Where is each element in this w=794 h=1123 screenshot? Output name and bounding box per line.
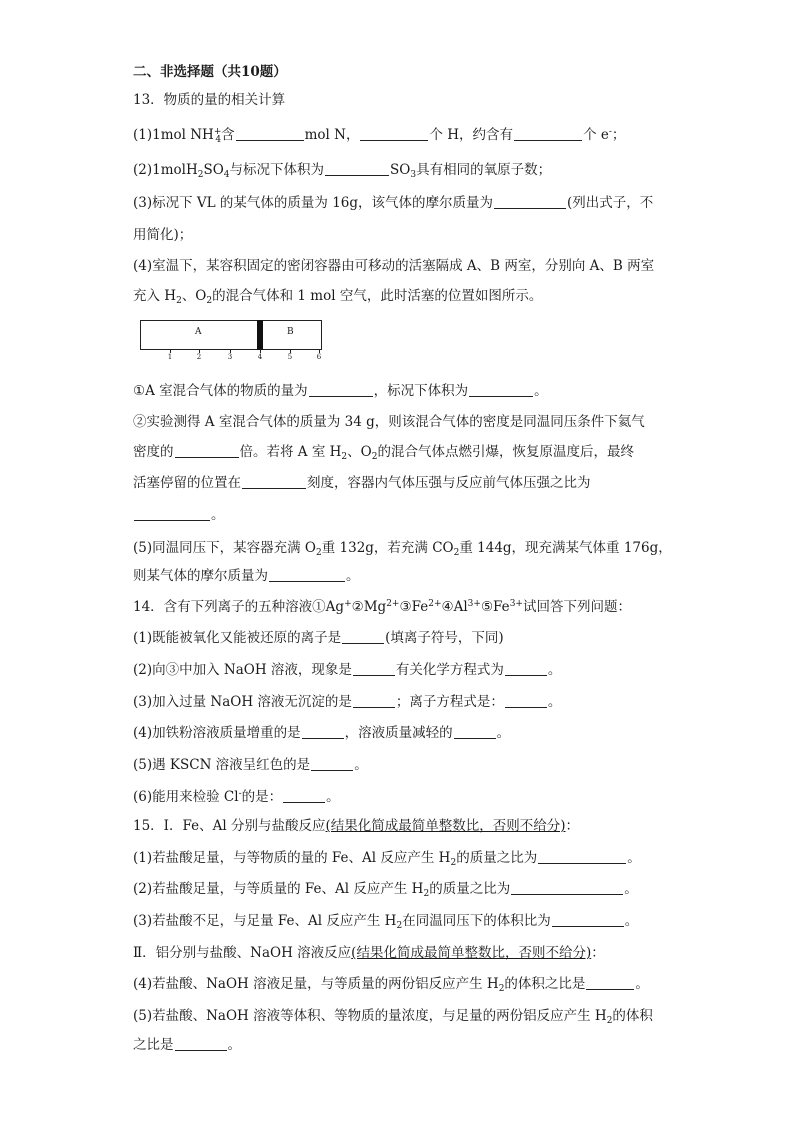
text: ： (591, 945, 605, 961)
q13-part2 (133, 160, 551, 180)
text: (填离子符号，下同) (385, 630, 504, 646)
text: 、O (181, 288, 207, 304)
text: 、O (347, 444, 372, 460)
text: (结果化简成最简单整数比，否则不给分) (351, 945, 592, 961)
sub: 2 (371, 452, 378, 462)
answer-blank[interactable] (302, 724, 344, 739)
text: (2)1molH (133, 162, 198, 178)
q13-part3-line2: 用简化)； (133, 227, 193, 243)
answer-blank[interactable] (353, 661, 395, 676)
text: (3)加入过量 NaOH 溶液无沉淀的是 (133, 694, 352, 710)
text: 充入 H (133, 288, 177, 304)
sup: + (213, 127, 222, 137)
text: 的体积 (612, 1008, 653, 1024)
text: (2)向③中加入 NaOH 溶液，现象是 (133, 662, 352, 678)
text: 有关化学方程式为 (395, 662, 504, 678)
q15-part2 (133, 879, 638, 899)
text: (4)加铁粉溶液质量增重的是 (133, 725, 301, 741)
sup: 3+ (509, 599, 523, 609)
answer-blank[interactable] (360, 126, 428, 141)
text: ，标况下体积为 (373, 383, 469, 399)
answer-blank[interactable] (538, 849, 626, 864)
answer-blank[interactable] (134, 506, 210, 521)
q15-part5-line1 (133, 1006, 653, 1026)
text: 。 (227, 1037, 241, 1053)
answer-blank[interactable] (505, 661, 547, 676)
q13-part1 (133, 125, 625, 145)
text: 的质量之比为 (429, 881, 511, 897)
sub: 2 (423, 889, 430, 899)
text: 。 (624, 881, 638, 897)
scale-label: 3 (227, 353, 233, 361)
text: (1)既能被氧化又能被还原的离子是 (133, 630, 342, 646)
text: SO (390, 162, 411, 178)
q14-part4 (133, 723, 510, 743)
q13-title: 13．物质的量的相关计算 (133, 92, 286, 108)
answer-blank[interactable] (283, 788, 325, 803)
q15-part4 (133, 974, 649, 994)
q13-sub2-line2 (133, 442, 634, 462)
q14-part5 (133, 755, 368, 775)
text: ： (565, 818, 580, 834)
sub: 2 (453, 548, 460, 558)
q15-part1 (133, 848, 641, 868)
text: 。 (326, 789, 340, 805)
text: ③Fe (399, 599, 429, 615)
answer-blank[interactable] (514, 126, 582, 141)
q14-part1 (133, 628, 504, 648)
text: 。 (547, 694, 562, 710)
sub: 2 (341, 452, 348, 462)
text: 。 (534, 383, 548, 399)
text: 具有相同的氧原子数； (416, 162, 552, 178)
text: (5)同温同压下，某容器充满 O (133, 540, 316, 556)
text: ； (611, 127, 626, 143)
answer-blank[interactable] (511, 880, 623, 895)
text: (3)标况下 VL 的某气体的质量为 16g，该气体的摩尔质量为 (133, 195, 494, 211)
answer-blank[interactable] (242, 474, 306, 489)
text: 的体积之比是 (504, 976, 586, 992)
sub: 2 (606, 1016, 613, 1026)
chamber-b-label: B (287, 327, 294, 337)
q14-part3 (133, 692, 561, 712)
text: (1)若盐酸足量，与等物质的量的 Fe、Al 反应产生 H (133, 850, 451, 866)
q14-part2 (133, 660, 561, 680)
q13-sub2-line3 (133, 473, 591, 493)
text: 15．Ⅰ．Fe、Al 分别与盐酸反应 (133, 818, 326, 834)
answer-blank[interactable] (469, 382, 533, 397)
section-title: 二、非选择题（共10题） (133, 64, 287, 80)
text: (1)1mol NH (133, 127, 214, 143)
text: 。 (627, 850, 641, 866)
text: 。 (346, 568, 360, 584)
sub: 2 (197, 170, 204, 180)
text: ；离子方程式是： (395, 694, 504, 710)
text: (3)若盐酸不足，与足量 Fe、Al 反应产生 H (133, 913, 397, 929)
sub: 2 (396, 921, 403, 931)
text: (6)能用来检验 Cl (133, 789, 239, 805)
sup: - (238, 789, 242, 799)
q13-part4-line2 (133, 286, 542, 306)
text: 活塞停留的位置在 (133, 475, 241, 491)
text: ⑤Fe (480, 599, 510, 615)
text: 密度的 (133, 444, 174, 460)
scale-label: 4 (257, 353, 263, 361)
sub: 4 (223, 170, 230, 180)
scale-label: 5 (287, 353, 293, 361)
q13-sub1 (133, 381, 548, 401)
text: 14．含有下列离子的五种溶液①Ag (133, 599, 345, 615)
text: (列出式子，不 (567, 195, 654, 211)
text: 个 H，约含有 (429, 127, 514, 143)
answer-blank[interactable] (353, 693, 395, 708)
answer-blank[interactable] (342, 629, 384, 644)
q13-sub2-line1: ②实验测得 A 室混合气体的质量为 34 g，则该混合气体的密度是同温同压条件下氦气 (133, 414, 645, 430)
text: 。 (547, 662, 562, 678)
q14-title (133, 597, 631, 617)
answer-blank[interactable] (586, 975, 634, 990)
answer-blank[interactable] (175, 1036, 227, 1051)
text: 倍。若将 A 室 H (239, 444, 342, 460)
text: mol N， (304, 127, 360, 143)
q13-part5-line1 (133, 538, 672, 558)
text: 含 (221, 127, 235, 143)
text: 的混合气体点燃引爆，恢复原温度后，最终 (377, 444, 634, 460)
sup: 2+ (428, 599, 442, 609)
sub: 2 (498, 984, 505, 994)
q13-part5-line2 (133, 566, 360, 586)
q13-part3-line1 (133, 193, 653, 213)
q14-part6 (133, 787, 340, 807)
scale-label: 1 (167, 353, 173, 361)
sub: 2 (206, 296, 213, 306)
sub: 2 (176, 296, 182, 306)
text: 的是： (241, 789, 283, 805)
answer-blank[interactable] (269, 567, 345, 582)
answer-blank[interactable] (236, 126, 304, 141)
q15-part5-line2 (133, 1035, 241, 1055)
text: 试回答下列问题： (522, 599, 631, 615)
sub: 2 (450, 858, 457, 868)
answer-blank[interactable] (552, 912, 624, 927)
text: ②Mg (351, 599, 387, 615)
answer-blank[interactable] (454, 724, 496, 739)
sup: 2+ (386, 599, 400, 609)
text: ④Al (441, 599, 468, 615)
text: Ⅱ．铝分别与盐酸、NaOH 溶液反应 (133, 945, 352, 961)
text: 。 (635, 976, 649, 992)
q15-title (133, 816, 579, 836)
text: 则某气体的摩尔质量为 (133, 568, 268, 584)
container-box (140, 320, 322, 350)
piston-container-diagram (140, 320, 322, 364)
text: 。 (624, 913, 639, 929)
sup: 3+ (467, 599, 481, 609)
answer-blank[interactable] (311, 756, 353, 771)
text: 的混合气体和 1 mol 空气，此时活塞的位置如图所示。 (212, 288, 543, 304)
text: 之比是 (133, 1037, 174, 1053)
text: 。 (496, 725, 511, 741)
text: (4)若盐酸、NaOH 溶液足量，与等质量的两份铝反应产生 H (133, 976, 499, 992)
sup: + (344, 599, 352, 609)
sup: - (608, 127, 612, 137)
text: 重 144g，现充满某气体重 176g， (459, 540, 672, 556)
text: 。 (211, 507, 225, 523)
q15-part3 (133, 911, 638, 931)
answer-blank[interactable] (505, 693, 547, 708)
text: SO (203, 162, 224, 178)
sub: 3 (410, 170, 417, 180)
text: 个 e (583, 127, 609, 143)
q13-sub2-line4 (133, 505, 225, 525)
answer-blank[interactable] (175, 443, 239, 458)
text: (2)若盐酸足量，与等质量的 Fe、Al 反应产生 H (133, 881, 424, 897)
answer-blank[interactable] (494, 194, 566, 209)
piston (257, 320, 263, 350)
text: ①A 室混合气体的物质的量为 (133, 383, 308, 399)
text: 的质量之比为 (456, 850, 538, 866)
q15-part2-heading (133, 943, 605, 963)
text: ，溶液质量减轻的 (344, 725, 453, 741)
text: 重 132g，若充满 CO (321, 540, 454, 556)
sub: 2 (315, 548, 322, 558)
text: 在同温同压下的体积比为 (402, 913, 551, 929)
answer-blank[interactable] (325, 161, 389, 176)
text: (5)遇 KSCN 溶液呈红色的是 (133, 757, 311, 773)
text: 与标况下体积为 (229, 162, 325, 178)
answer-blank[interactable] (309, 382, 373, 397)
text: 刻度，容器内气体压强与反应前气体压强之比为 (307, 475, 591, 491)
text: 。 (354, 757, 368, 773)
chamber-a-label: A (195, 327, 202, 337)
q13-part4-line1: (4)室温下，某容积固定的密闭容器由可移动的活塞隔成 A、B 两室，分别向 A、B 两室 (133, 258, 655, 274)
scale-label: 2 (196, 353, 202, 361)
sub: 4 (215, 135, 222, 145)
text: (结果化简成最简单整数比，否则不给分) (325, 818, 566, 834)
scale-label: 6 (316, 353, 322, 361)
text: (5)若盐酸、NaOH 溶液等体积、等物质的量浓度，与足量的两份铝反应产生 H (133, 1008, 607, 1024)
